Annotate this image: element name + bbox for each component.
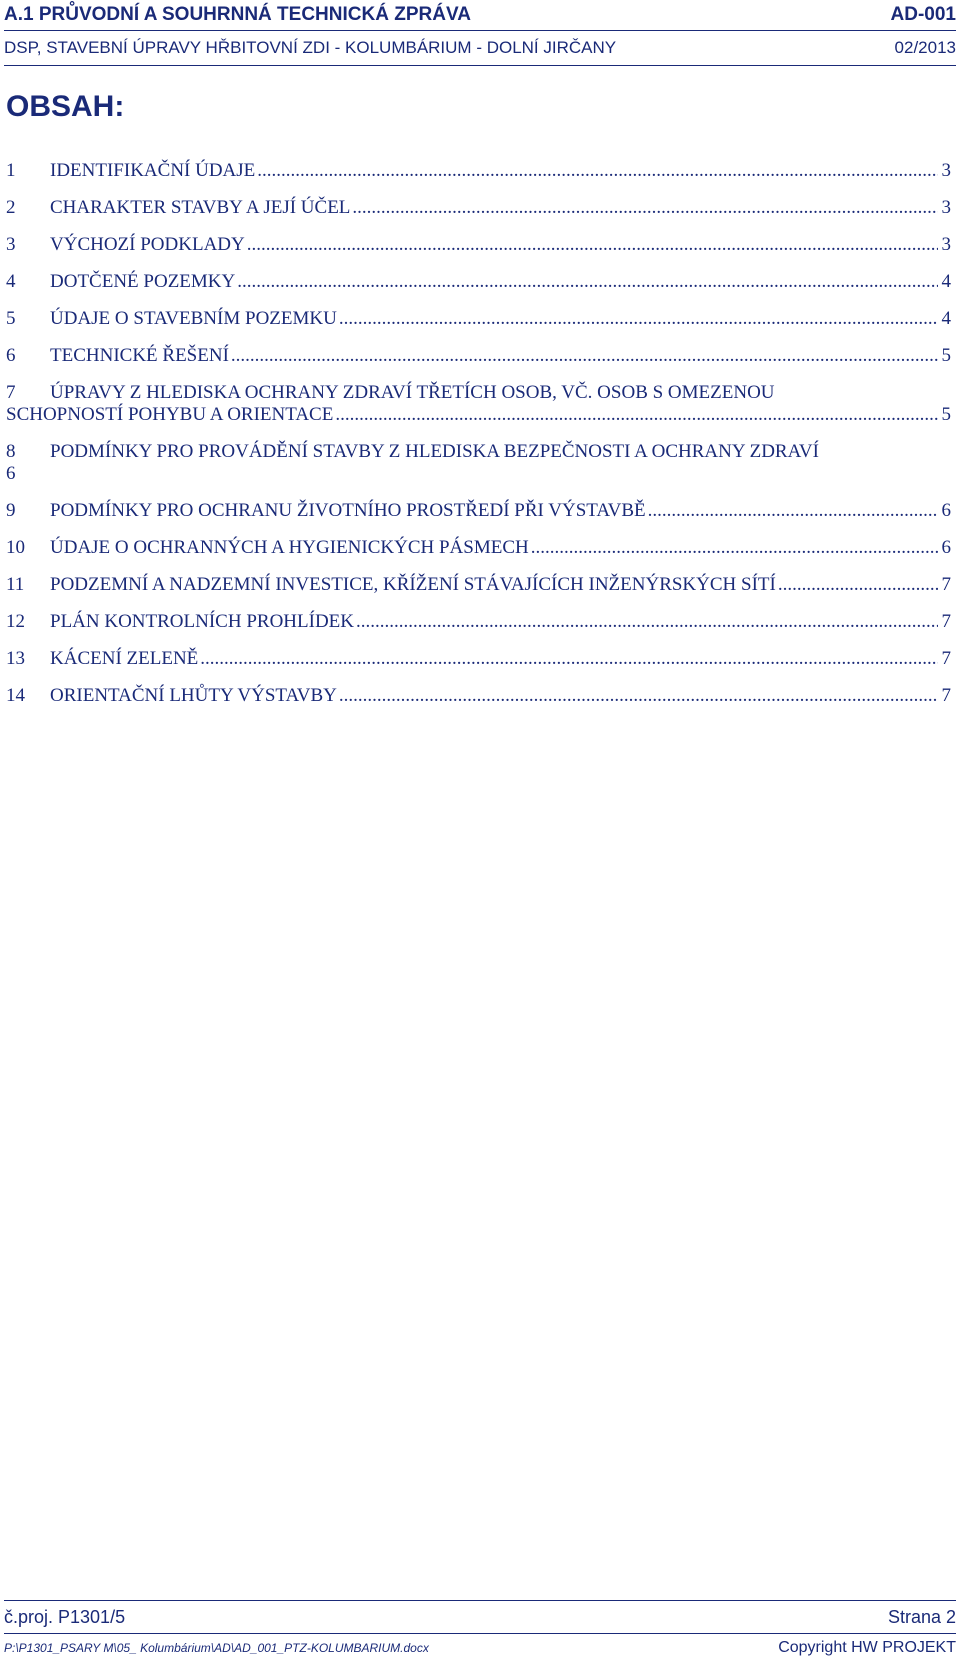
toc-page: 6 bbox=[941, 500, 951, 521]
toc-page: 7 bbox=[941, 685, 951, 706]
copyright: Copyright HW PROJEKT bbox=[778, 1639, 956, 1656]
toc-number: 3 bbox=[6, 234, 16, 255]
section-title: A.1 PRŮVODNÍ A SOUHRNNÁ TECHNICKÁ ZPRÁVA bbox=[4, 4, 471, 25]
toc-leader bbox=[648, 500, 938, 522]
toc-page: 6 bbox=[941, 537, 951, 558]
toc-number: 7 bbox=[6, 382, 16, 403]
header-row-project bbox=[4, 31, 956, 66]
toc-text: ÚDAJE O STAVEBNÍM POZEMKU bbox=[50, 308, 337, 329]
toc-leader bbox=[335, 404, 937, 426]
toc-item[interactable] bbox=[6, 574, 951, 596]
toc-item[interactable] bbox=[6, 197, 951, 219]
toc-item[interactable] bbox=[6, 537, 951, 559]
header-row-top bbox=[4, 0, 956, 31]
toc-text: PODZEMNÍ A NADZEMNÍ INVESTICE, KŘÍŽENÍ STÁVAJÍCÍCH INŽENÝRSKÝCH SÍTÍ bbox=[50, 574, 776, 595]
toc-number: 5 bbox=[6, 308, 16, 329]
toc-text: ORIENTAČNÍ LHŮTY VÝSTAVBY bbox=[50, 685, 337, 706]
toc-number: 11 bbox=[6, 574, 25, 595]
toc-number: 2 bbox=[6, 197, 16, 218]
file-path: P:\P1301_PSARY M\05_ Kolumbárium\AD\AD_001_PTZ-KOLUMBARIUM.docx bbox=[4, 1641, 429, 1655]
toc-leader bbox=[231, 345, 938, 367]
toc-text: ÚDAJE O OCHRANNÝCH A HYGIENICKÝCH PÁSMECH bbox=[50, 537, 529, 558]
toc-number: 4 bbox=[6, 271, 16, 292]
toc-page: 3 bbox=[941, 160, 951, 181]
table-of-contents bbox=[6, 160, 951, 722]
toc-leader bbox=[247, 234, 938, 256]
toc-item[interactable] bbox=[6, 685, 951, 707]
toc-page: 5 bbox=[941, 345, 951, 366]
page-title: OBSAH: bbox=[6, 90, 125, 123]
toc-number: 13 bbox=[6, 648, 25, 669]
toc-page: 7 bbox=[941, 648, 951, 669]
toc-leader bbox=[339, 685, 938, 707]
toc-text: PLÁN KONTROLNÍCH PROHLÍDEK bbox=[50, 611, 354, 632]
toc-number: 10 bbox=[6, 537, 25, 558]
toc-text: DOTČENÉ POZEMKY bbox=[50, 271, 236, 292]
toc-page: 3 bbox=[941, 234, 951, 255]
doc-code: AD-001 bbox=[890, 4, 956, 25]
toc-leader bbox=[257, 160, 937, 182]
toc-leader bbox=[237, 271, 937, 293]
toc-text: KÁCENÍ ZELENĚ bbox=[50, 648, 199, 669]
project-name: DSP, STAVEBNÍ ÚPRAVY HŘBITOVNÍ ZDI - KOLUMBÁRIUM - DOLNÍ JIRČANY bbox=[4, 38, 617, 57]
toc-item[interactable] bbox=[6, 441, 951, 485]
toc-number: 14 bbox=[6, 685, 25, 706]
toc-page: 7 bbox=[941, 574, 951, 595]
toc-text: ÚPRAVY Z HLEDISKA OCHRANY ZDRAVÍ TŘETÍCH OSOB, VČ. OSOB S OMEZENOU bbox=[50, 382, 775, 403]
page-footer bbox=[4, 1600, 956, 1662]
page-number: Strana 2 bbox=[887, 1607, 956, 1627]
toc-number: 1 bbox=[6, 160, 16, 181]
footer-row-top bbox=[4, 1600, 956, 1633]
footer-row-bottom bbox=[4, 1633, 956, 1662]
toc-page: 3 bbox=[941, 197, 951, 218]
toc-item[interactable] bbox=[6, 271, 951, 293]
toc-page: 6 bbox=[6, 463, 16, 484]
toc-item[interactable] bbox=[6, 308, 951, 330]
toc-number: 9 bbox=[6, 500, 16, 521]
toc-page: 4 bbox=[941, 308, 951, 329]
toc-leader bbox=[339, 308, 938, 330]
toc-text-continued: SCHOPNOSTÍ POHYBU A ORIENTACE bbox=[6, 404, 334, 425]
toc-page: 5 bbox=[941, 404, 951, 425]
toc-item[interactable] bbox=[6, 500, 951, 522]
toc-text: VÝCHOZÍ PODKLADY bbox=[50, 234, 245, 255]
toc-text: IDENTIFIKAČNÍ ÚDAJE bbox=[50, 160, 256, 181]
toc-leader bbox=[356, 611, 938, 633]
page-header bbox=[4, 0, 956, 66]
toc-item[interactable] bbox=[6, 234, 951, 256]
toc-text: PODMÍNKY PRO PROVÁDĚNÍ STAVBY Z HLEDISKA BEZPEČNOSTI A OCHRANY ZDRAVÍ bbox=[50, 441, 819, 462]
toc-item[interactable] bbox=[6, 160, 951, 182]
toc-number: 6 bbox=[6, 345, 16, 366]
toc-item[interactable] bbox=[6, 648, 951, 670]
toc-page: 4 bbox=[941, 271, 951, 292]
document-date: 02/2013 bbox=[894, 38, 956, 57]
toc-item[interactable] bbox=[6, 382, 951, 426]
toc-item[interactable] bbox=[6, 345, 951, 367]
toc-text: PODMÍNKY PRO OCHRANU ŽIVOTNÍHO PROSTŘEDÍ PŘI VÝSTAVBĚ bbox=[50, 500, 646, 521]
toc-leader bbox=[778, 574, 938, 596]
toc-text: TECHNICKÉ ŘEŠENÍ bbox=[50, 345, 229, 366]
toc-leader bbox=[200, 648, 937, 670]
toc-number: 12 bbox=[6, 611, 25, 632]
toc-leader bbox=[352, 197, 937, 219]
project-number: č.proj. P1301/5 bbox=[4, 1607, 126, 1627]
toc-number: 8 bbox=[6, 441, 16, 462]
toc-page: 7 bbox=[941, 611, 951, 632]
toc-leader bbox=[531, 537, 938, 559]
toc-item[interactable] bbox=[6, 611, 951, 633]
toc-text: CHARAKTER STAVBY A JEJÍ ÚČEL bbox=[50, 197, 351, 218]
